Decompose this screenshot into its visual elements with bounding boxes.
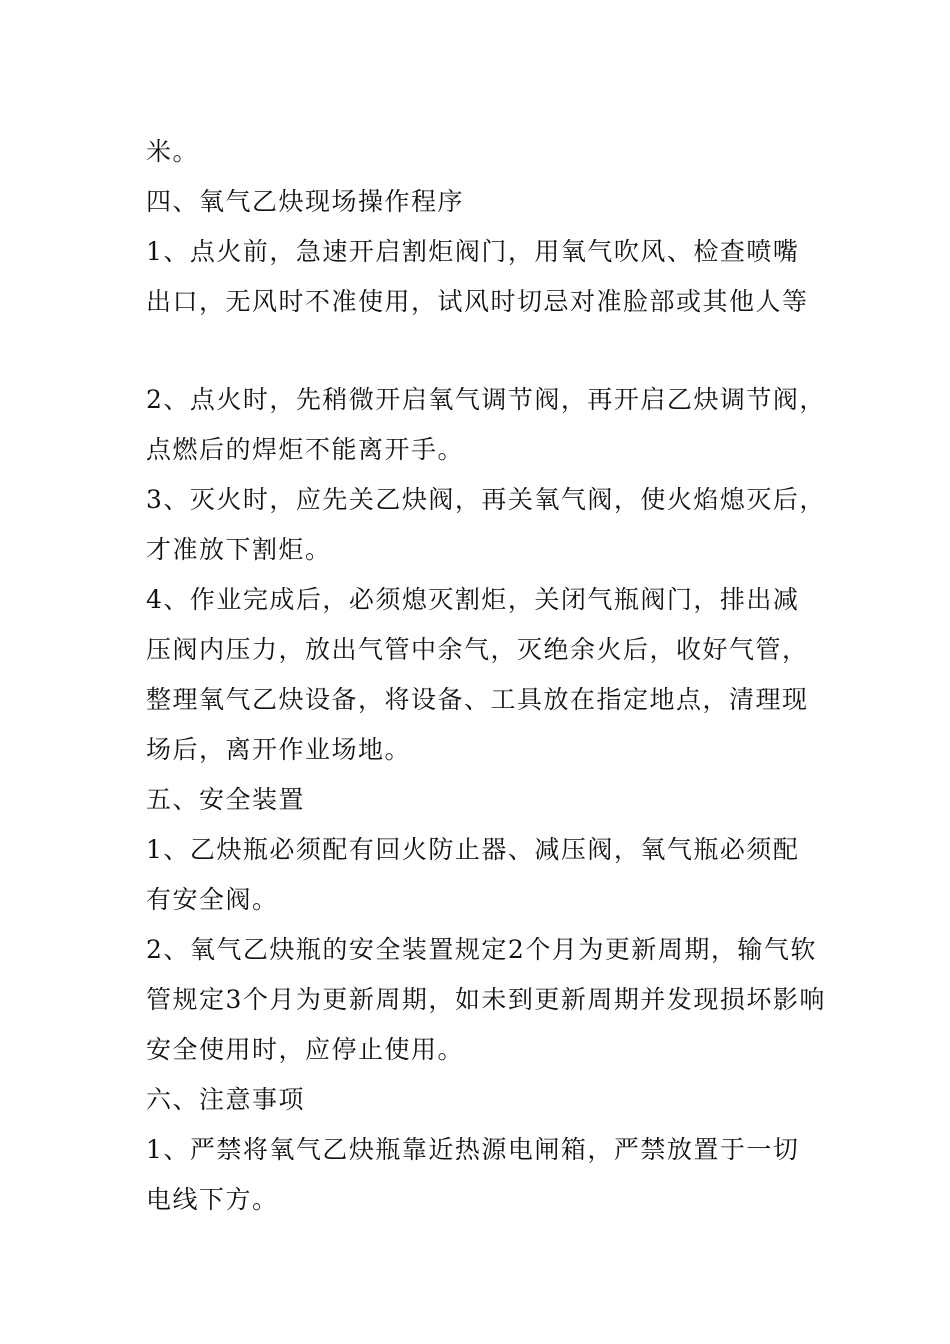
text-line: 点燃后的焊炬不能离开手。 (146, 435, 465, 464)
section-heading: 四、氧气乙炔现场操作程序 (146, 187, 465, 216)
text-line: 2、氧气乙炔瓶的安全装置规定2个月为更新周期，输气软 (146, 935, 817, 964)
text-line: 2、点火时，先稍微开启氧气调节阀，再开启乙炔调节阀， (146, 385, 826, 414)
text-line: 整理氧气乙炔设备，将设备、工具放在指定地点，清理现 (146, 685, 809, 714)
section-heading: 五、安全装置 (146, 785, 306, 814)
text-line: 4、作业完成后，必须熄灭割炬，关闭气瓶阀门，排出减 (146, 585, 800, 614)
text-line: 才准放下割炬。 (146, 535, 332, 564)
text-line: 管规定3个月为更新周期，如未到更新周期并发现损坏影响 (146, 985, 826, 1014)
text-line: 1、点火前，急速开启割炬阀门，用氧气吹风、检查喷嘴 (146, 237, 800, 266)
text-line: 1、乙炔瓶必须配有回火防止器、减压阀，氧气瓶必须配 (146, 835, 800, 864)
text-line: 压阀内压力，放出气管中余气，灭绝余火后，收好气管， (146, 635, 809, 664)
text-line: 3、灭火时，应先关乙炔阀，再关氧气阀，使火焰熄灭后， (146, 485, 826, 514)
text-line: 安全使用时，应停止使用。 (146, 1035, 465, 1064)
text-line: 有安全阀。 (146, 885, 279, 914)
section-heading: 六、注意事项 (146, 1085, 306, 1114)
text-line: 米。 (146, 137, 200, 166)
text-line: 电线下方。 (146, 1185, 279, 1214)
text-line: 出口，无风时不准使用，试风时切忌对准脸部或其他人等 (146, 287, 809, 316)
text-line: 1、严禁将氧气乙炔瓶靠近热源电闸箱，严禁放置于一切 (146, 1135, 800, 1164)
text-line: 场后，离开作业场地。 (146, 735, 412, 764)
